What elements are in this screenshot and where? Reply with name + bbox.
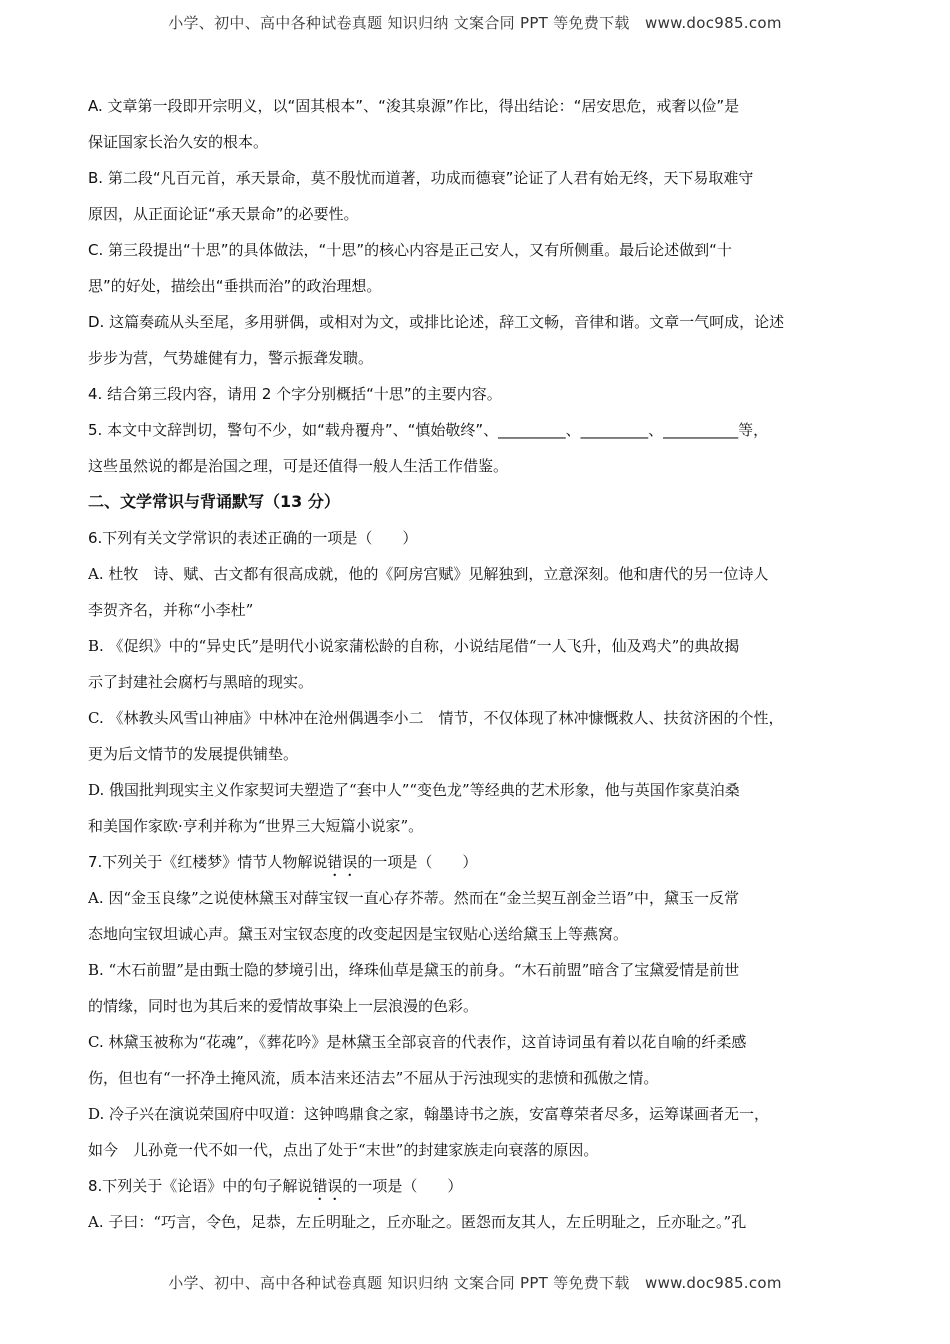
q7-option-d-line2: 如今 儿孙竟一代不如一代，点出了处于“末世”的封建家族走向衰落的原因。 (88, 1141, 599, 1159)
q7-option-d-line1: D. 冷子兴在演说荣国府中叹道：这钟鸣鼎食之家，翰墨诗书之族，安富尊荣者尽多，运筹谋画者无一， (88, 1105, 770, 1123)
q7-option-b-line2: 的情缘，同时也为其后来的爱情故事染上一层浪漫的色彩。 (88, 997, 479, 1015)
q7-stem-post: 的一项是（ ） (357, 853, 478, 871)
q8-option-a-line1: A. 子曰：“巧言，令色，足恭，左丘明耻之，丘亦耻之。匿怨而友其人，左丘明耻之，丘亦耻之。”孔 (88, 1213, 747, 1231)
q8-stem-post: 的一项是（ ） (342, 1177, 463, 1195)
q3-option-c-line1: C. 第三段提出“十思”的具体做法，“十思”的核心内容是正己安人，又有所侧重。最后论述做到“十 (88, 241, 732, 259)
q6-option-b-line2: 示了封建社会腐朽与黑暗的现实。 (88, 673, 314, 691)
q3-option-a-line2: 保证国家长治久安的根本。 (88, 133, 269, 151)
page-footer: 小学、初中、高中各种试卷真题 知识归纳 文案合同 PPT 等免费下载 www.doc985.com (168, 1274, 782, 1292)
question-4: 4. 结合第三段内容，请用 2 个字分别概括“十思”的主要内容。 (88, 385, 502, 403)
q7-option-b-line1: B. “木石前盟”是由甄士隐的梦境引出，绛珠仙草是黛玉的前身。“木石前盟”暗含了宝黛爱情是前世 (88, 961, 740, 979)
q6-option-a-line1: A. 杜牧 诗、赋、古文都有很高成就，他的《阿房宫赋》见解独到，立意深刻。他和唐代的另一位诗人 (88, 565, 769, 583)
section-2-title: 二、文学常识与背诵默写（13 分） (88, 492, 340, 511)
q7-option-a-line2: 态地向宝钗坦诚心声。黛玉对宝钗态度的改变起因是宝钗贴心送给黛玉上等燕窝。 (88, 925, 629, 943)
q8-stem-emphasis: 错误 (312, 1177, 343, 1195)
question-6-stem: 6.下列有关文学常识的表述正确的一项是（ ） (88, 529, 418, 547)
q8-stem-pre: 8.下列关于《论语》中的句子解说 (88, 1177, 313, 1195)
question-5-line2: 这些虽然说的都是治国之理，可是还值得一般人生活工作借鉴。 (88, 457, 509, 475)
q6-option-c-line1: C. 《林教头风雪山神庙》中林冲在沧州偶遇李小二 情节，不仅体现了林冲慷慨救人、扶贫济困的个性， (88, 709, 784, 727)
q6-option-d-line2: 和美国作家欧·亨利并称为“世界三大短篇小说家”。 (88, 817, 424, 835)
q7-option-c-line1: C. 林黛玉被称为“花魂”，《葬花吟》是林黛玉全部哀音的代表作，这首诗词虽有着以花自喻的纤柔感 (88, 1033, 747, 1051)
q3-option-d-line2: 步步为营，气势雄健有力，警示振聋发聩。 (88, 349, 374, 367)
q6-option-d-line1: D. 俄国批判现实主义作家契诃夫塑造了“套中人”“变色龙”等经典的艺术形象，他与英国作家莫泊桑 (88, 781, 740, 799)
question-5-line1: 5. 本文中文辞剀切，警句不少，如“载舟覆舟”、“慎始敬终”、_________、_________、__________等， (88, 421, 769, 439)
q3-option-d-line1: D. 这篇奏疏从头至尾，多用骈偶，或相对为文，或排比论述，辞工文畅，音律和谐。文章一气呵成，论述 (88, 313, 785, 331)
q6-option-c-line2: 更为后文情节的发展提供铺垫。 (88, 745, 299, 763)
question-7-stem (88, 844, 870, 880)
q6-option-a-line2: 李贺齐名，并称“小李杜” (88, 601, 254, 619)
document-body (88, 88, 870, 1240)
q7-stem-emphasis: 错误 (327, 853, 358, 871)
q6-option-b-line1: B. 《促织》中的“异史氏”是明代小说家蒲松龄的自称，小说结尾借“一人飞升，仙及鸡犬”的典故揭 (88, 637, 740, 655)
question-8-stem (88, 1168, 870, 1204)
q3-option-a-line1: A. 文章第一段即开宗明义，以“固其根本”、“浚其泉源”作比，得出结论：“居安思危，戒奢以俭”是 (88, 97, 740, 115)
q7-stem-pre: 7.下列关于《红楼梦》情节人物解说 (88, 853, 328, 871)
q3-option-c-line2: 思”的好处，描绘出“垂拱而治”的政治理想。 (88, 277, 382, 295)
page-header: 小学、初中、高中各种试卷真题 知识归纳 文案合同 PPT 等免费下载 www.doc985.com (168, 14, 782, 32)
q3-option-b-line1: B. 第二段“凡百元首，承天景命，莫不殷忧而道著，功成而德衰”论证了人君有始无终，天下易取难守 (88, 169, 754, 187)
q7-option-c-line2: 伤，但也有“一抔净土掩风流，质本洁来还洁去”不屈从于污浊现实的悲愤和孤傲之情。 (88, 1069, 659, 1087)
q3-option-b-line2: 原因，从正面论证“承天景命”的必要性。 (88, 205, 359, 223)
q7-option-a-line1: A. 因“金玉良缘”之说使林黛玉对薛宝钗一直心存芥蒂。然而在“金兰契互剖金兰语”中，黛玉一反常 (88, 889, 740, 907)
